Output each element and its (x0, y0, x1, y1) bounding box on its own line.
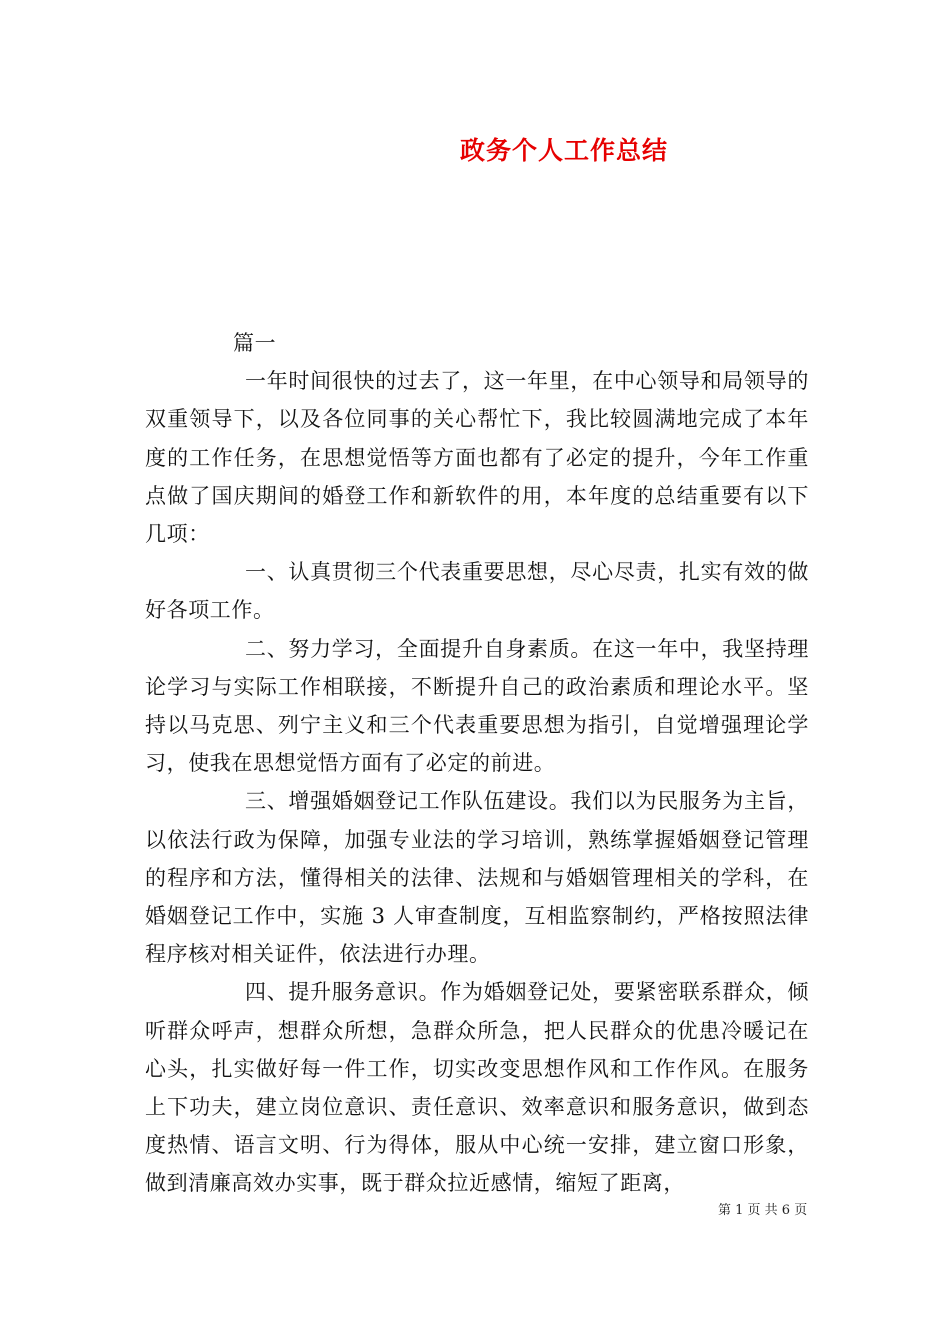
document-body (145, 324, 809, 1203)
paragraph-point-3: 三、增强婚姻登记工作队伍建设。我们以为民服务为主旨，以依法行政为保障，加强专业法的学习培训，熟练掌握婚姻登记管理的程序和方法，懂得相关的法律、法规和与婚姻管理相关的学科，在婚姻登记工作中，实施 3 人审查制度，互相监察制约，严格按照法律程序核对相关证件，依法进行办理。 (145, 789, 809, 967)
paragraph-point-1: 一、认真贯彻三个代表重要思想，尽心尽责，扎实有效的做好各项工作。 (145, 560, 809, 623)
document-title: 政务个人工作总结 (459, 136, 668, 165)
paragraph-point-4: 四、提升服务意识。作为婚姻登记处，要紧密联系群众，倾听群众呼声，想群众所想，急群众所急，把人民群众的优患冷暖记在心头，扎实做好每一件工作，切实改变思想作风和工作作风。在服务上下功夫，建立岗位意识、责任意识、效率意识和服务意识，做到态度热情、语言文明、行为得体，服从中心统一安排，建立窗口形象，做到清廉高效办实事，既于群众拉近感情，缩短了距离， (145, 980, 809, 1196)
page-number-footer: 第 1 页 共 6 页 (718, 1203, 808, 1218)
section-label: 篇一 (233, 331, 277, 355)
paragraph-intro: 一年时间很快的过去了，这一年里，在中心领导和局领导的双重领导下，以及各位同事的关心帮忙下，我比较圆满地完成了本年度的工作任务，在思想觉悟等方面也都有了必定的提升，今年工作重点做了国庆期间的婚登工作和新软件的用，本年度的总结重要有以下几项： (145, 369, 809, 547)
paragraph-point-2: 二、努力学习，全面提升自身素质。在这一年中，我坚持理论学习与实际工作相联接，不断提升自己的政治素质和理论水平。坚持以马克思、列宁主义和三个代表重要思想为指引，自觉增强理论学习，使我在思想觉悟方面有了必定的前进。 (145, 636, 809, 776)
